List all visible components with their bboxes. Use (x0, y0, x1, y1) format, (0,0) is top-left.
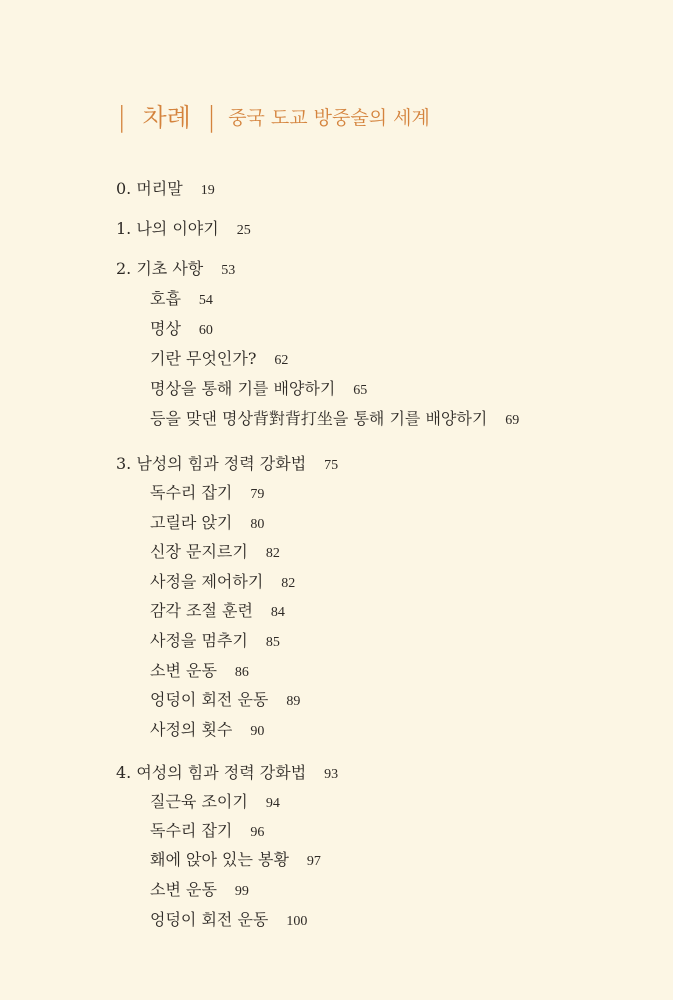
toc-section (150, 720, 264, 742)
header-bar-left: | (117, 99, 127, 133)
toc-entry-label: 소변 운동 (150, 880, 217, 899)
toc-page-number: 79 (250, 487, 265, 502)
toc-entry-label: 질근육 조이기 (150, 792, 248, 811)
header-bar-right: | (206, 99, 217, 133)
toc-page-number: 75 (324, 458, 339, 473)
toc-entry-label: 독수리 잡기 (150, 821, 233, 840)
toc-section (150, 690, 300, 712)
toc-page-number: 62 (274, 353, 289, 368)
toc-section (150, 821, 264, 843)
toc-entry-label: 엉덩이 회전 운동 (150, 690, 269, 709)
toc-section (150, 379, 367, 401)
toc-page-number: 100 (286, 914, 308, 929)
toc-page-number: 82 (281, 576, 296, 591)
toc-entry-label: 기란 무엇인가? (150, 349, 257, 368)
toc-section (150, 349, 288, 371)
toc-entry-label: 명상을 통해 기를 배양하기 (150, 379, 336, 398)
toc-page-number: 99 (234, 884, 249, 899)
toc-entry-label: 사정의 횟수 (150, 720, 233, 739)
toc-page-number: 90 (250, 724, 265, 739)
toc-section (150, 880, 249, 902)
toc-page-number: 85 (265, 635, 280, 650)
toc-section (150, 631, 280, 653)
toc-page-number: 84 (270, 605, 285, 620)
toc-entry-label: 0. 머리말 (116, 179, 183, 198)
toc-chapter (116, 259, 235, 281)
toc-section (150, 572, 295, 594)
toc-chapter (116, 179, 215, 201)
toc-page-number: 86 (234, 665, 249, 680)
toc-entry-label: 엉덩이 회전 운동 (150, 910, 269, 929)
toc-page-number: 97 (306, 854, 321, 869)
toc-page-number: 54 (198, 293, 213, 308)
toc-entry-label: 감각 조절 훈련 (150, 601, 253, 620)
toc-entry-label: 소변 운동 (150, 661, 217, 680)
toc-entry-label: 사정을 제어하기 (150, 572, 264, 591)
toc-title: 차례 (142, 103, 191, 132)
toc-section (150, 409, 519, 431)
toc-page-number: 93 (324, 767, 339, 782)
toc-entry-label: 4. 여성의 힘과 정력 강화법 (116, 763, 307, 782)
toc-section (150, 910, 307, 932)
toc-entry-label: 등을 맞댄 명상背對背打坐을 통해 기를 배양하기 (150, 409, 488, 428)
toc-page-number: 89 (286, 694, 301, 709)
toc-entry-label: 2. 기초 사항 (116, 259, 204, 278)
toc-page-number: 69 (505, 413, 520, 428)
toc-page-number: 53 (221, 263, 236, 278)
toc-entry-label: 1. 나의 이야기 (116, 219, 219, 238)
toc-chapter (116, 219, 251, 241)
toc-page-number: 96 (250, 825, 265, 840)
toc-entry-label: 3. 남성의 힘과 정력 강화법 (116, 454, 307, 473)
toc-section (150, 601, 285, 623)
toc-section (150, 289, 213, 311)
toc-chapter (116, 454, 338, 476)
toc-section (150, 661, 249, 683)
toc-page-number: 65 (353, 383, 368, 398)
toc-entry-label: 호흡 (150, 289, 181, 308)
toc-page-number: 60 (198, 323, 213, 338)
toc-page-number: 82 (265, 546, 280, 561)
toc-entry-label: 사정을 멈추기 (150, 631, 248, 650)
toc-entry-label: 홰에 앉아 있는 봉황 (150, 850, 289, 869)
toc-page-number: 25 (236, 223, 251, 238)
toc-section (150, 513, 264, 535)
toc-entry-label: 독수리 잡기 (150, 483, 233, 502)
toc-section (150, 850, 321, 872)
toc-section (150, 542, 280, 564)
toc-section (150, 319, 213, 341)
toc-page-number: 80 (250, 517, 265, 532)
toc-page-number: 19 (200, 183, 215, 198)
toc-page-number: 94 (265, 796, 280, 811)
toc-section (150, 792, 280, 814)
toc-chapter (116, 763, 338, 785)
toc-entry-label: 고릴라 앉기 (150, 513, 233, 532)
book-subtitle: 중국 도교 방중술의 세계 (228, 106, 430, 129)
toc-entry-label: 명상 (150, 319, 181, 338)
toc-section (150, 483, 264, 505)
toc-entry-label: 신장 문지르기 (150, 542, 248, 561)
